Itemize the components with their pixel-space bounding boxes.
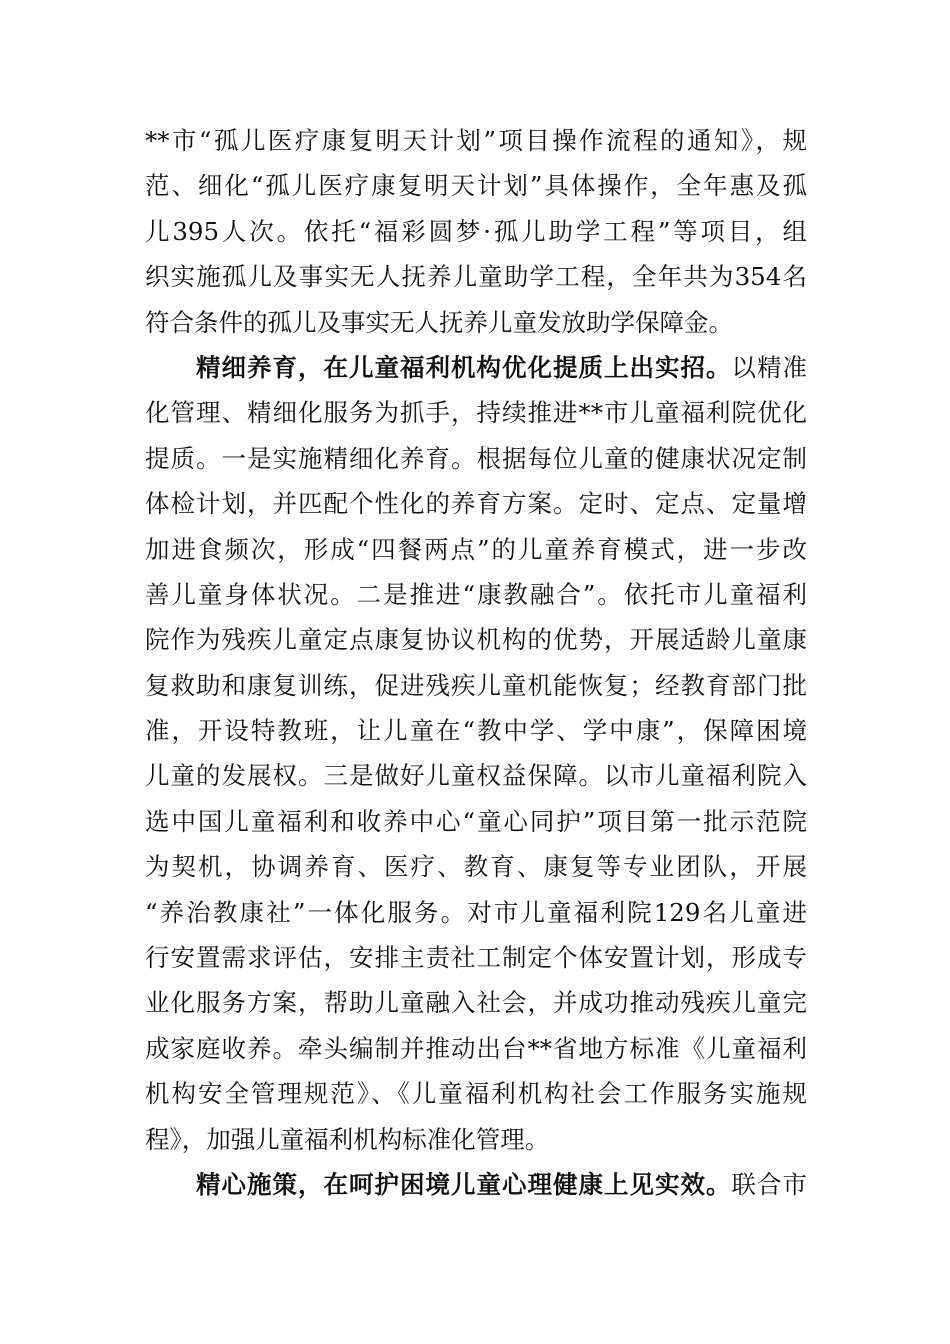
bold-heading-text: 精心施策，在呵护困境儿童心理健康上见实效。 xyxy=(196,1169,732,1199)
text-line xyxy=(145,799,807,844)
body-text: 程》，加强儿童福利机构标准化管理。 xyxy=(145,1124,550,1154)
body-text: 以精准 xyxy=(731,352,807,382)
body-text: “养治教康社”一体化服务。对市儿童福利院129名儿童进 xyxy=(145,897,807,927)
text-line xyxy=(145,1071,807,1116)
text-line xyxy=(145,663,807,708)
body-text: 院作为残疾儿童定点康复协议机构的优势，开展适龄儿童康 xyxy=(145,625,807,655)
body-text: 复救助和康复训练，促进残疾儿童机能恢复；经教育部门批 xyxy=(145,670,807,700)
text-line xyxy=(145,572,807,617)
text-line xyxy=(145,254,807,299)
text-line xyxy=(145,481,807,526)
body-text: 善儿童身体状况。二是推进“康教融合”。依托市儿童福利 xyxy=(145,579,807,609)
paragraph xyxy=(145,1162,807,1207)
body-text: 织实施孤儿及事实无人抚养儿童助学工程，全年共为354名 xyxy=(145,262,807,292)
body-text: 化管理、精细化服务为抓手，持续推进**市儿童福利院优化 xyxy=(145,398,807,428)
body-text: 体检计划，并匹配个性化的养育方案。定时、定点、定量增 xyxy=(145,489,807,519)
text-line xyxy=(145,708,807,753)
text-line xyxy=(145,1026,807,1071)
body-text xyxy=(145,1170,196,1199)
body-text xyxy=(145,353,196,382)
text-line xyxy=(145,1117,807,1162)
bold-heading-text: 精细养育，在儿童福利机构优化提质上出实招。 xyxy=(196,352,732,382)
document-page xyxy=(145,118,807,1207)
body-text: 业化服务方案，帮助儿童融入社会，并成功推动残疾儿童完 xyxy=(145,988,807,1018)
body-text: 提质。一是实施精细化养育。根据每位儿童的健康状况定制 xyxy=(145,443,807,473)
text-line xyxy=(145,1162,807,1207)
text-line xyxy=(145,163,807,208)
text-line xyxy=(145,935,807,980)
body-text: 准，开设特教班，让儿童在“教中学、学中康”，保障困境 xyxy=(145,716,807,746)
body-text: 联合市 xyxy=(731,1169,807,1199)
body-text: 范、细化“孤儿医疗康复明天计划”具体操作，全年惠及孤 xyxy=(145,171,807,201)
body-text: 行安置需求评估，安排主责社工制定个体安置计划，形成专 xyxy=(145,943,807,973)
text-line xyxy=(145,980,807,1025)
text-line xyxy=(145,527,807,572)
body-text: **市“孤儿医疗康复明天计划”项目操作流程的通知》，规 xyxy=(145,126,807,155)
text-line xyxy=(145,300,807,345)
text-line xyxy=(145,118,807,163)
text-line xyxy=(145,209,807,254)
text-line xyxy=(145,617,807,662)
body-text: 为契机，协调养育、医疗、教育、康复等专业团队，开展 xyxy=(145,852,807,882)
text-line xyxy=(145,390,807,435)
paragraph xyxy=(145,118,807,345)
text-line xyxy=(145,345,807,390)
text-line xyxy=(145,436,807,481)
text-line xyxy=(145,890,807,935)
body-text: 符合条件的孤儿及事实无人抚养儿童发放助学保障金。 xyxy=(145,307,733,337)
paragraph xyxy=(145,345,807,1162)
text-line xyxy=(145,844,807,889)
body-text: 成家庭收养。牵头编制并推动出台**省地方标准《儿童福利 xyxy=(145,1033,807,1063)
body-text: 选中国儿童福利和收养中心“童心同护”项目第一批示范院 xyxy=(145,806,807,836)
body-text: 儿395人次。依托“福彩圆梦·孤儿助学工程”等项目，组 xyxy=(145,216,807,246)
body-text: 加进食频次，形成“四餐两点”的儿童养育模式，进一步改 xyxy=(145,534,807,564)
body-text: 儿童的发展权。三是做好儿童权益保障。以市儿童福利院入 xyxy=(145,761,807,791)
text-line xyxy=(145,753,807,798)
body-text: 机构安全管理规范》、《儿童福利机构社会工作服务实施规 xyxy=(145,1079,807,1109)
